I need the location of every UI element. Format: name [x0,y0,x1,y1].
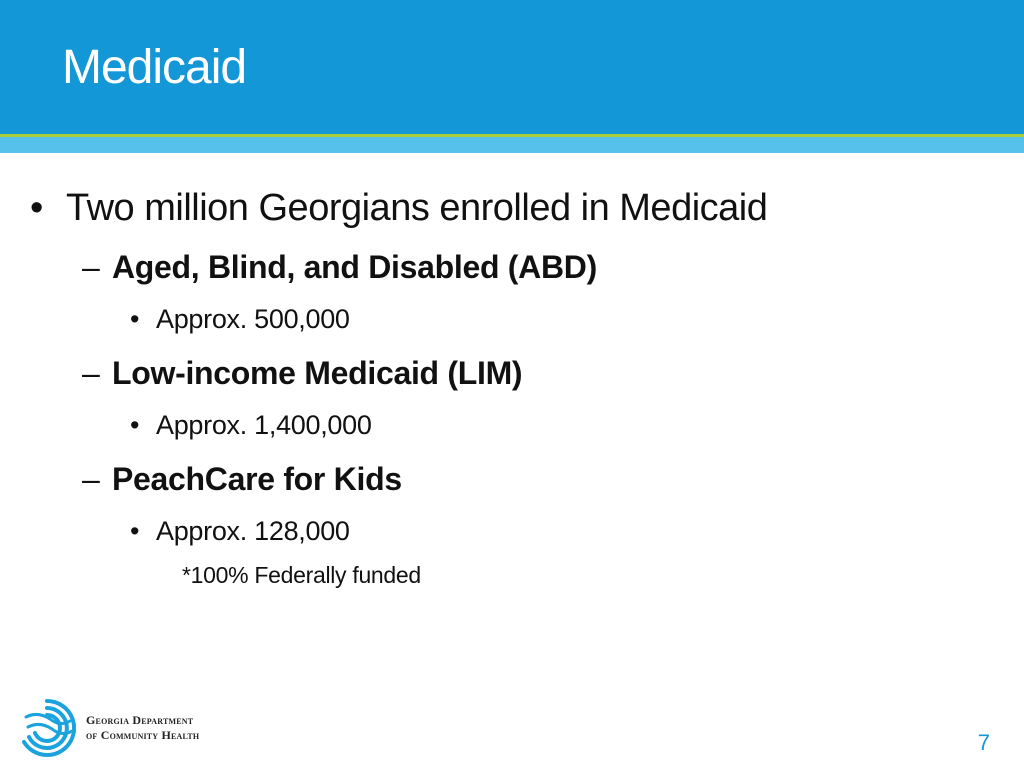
bullet-icon: • [30,187,43,229]
main-bullet-text: Two million Georgians enrolled in Medicaid [66,187,768,229]
slide-title: Medicaid [62,41,247,94]
page-number: 7 [977,730,990,755]
bullet-icon: • [130,304,140,334]
org-line-2: of Community Health [86,728,200,742]
group-peachcare [82,463,402,495]
group-lim [82,357,522,389]
org-name [86,713,199,743]
group-peachcare-detail [130,518,350,545]
footnote: *100% Federally funded [182,562,421,588]
bullet-icon: • [130,410,140,440]
group-label: PeachCare for Kids [112,461,402,497]
dash-icon: – [82,461,100,497]
group-label: Aged, Blind, and Disabled (ABD) [112,249,597,285]
header-band [0,137,1024,153]
group-abd [82,251,597,283]
group-detail: Approx. 500,000 [156,304,350,334]
group-lim-detail [130,412,372,439]
group-detail: Approx. 128,000 [156,516,350,546]
main-bullet [30,189,767,227]
dash-icon: – [82,249,100,285]
org-line-1: Georgia Department [86,713,194,727]
bullet-icon: • [130,516,140,546]
swirl-logo-icon [16,697,78,759]
group-label: Low-income Medicaid (LIM) [112,355,523,391]
dash-icon: – [82,355,100,391]
group-abd-detail [130,306,350,333]
group-detail: Approx. 1,400,000 [156,410,372,440]
